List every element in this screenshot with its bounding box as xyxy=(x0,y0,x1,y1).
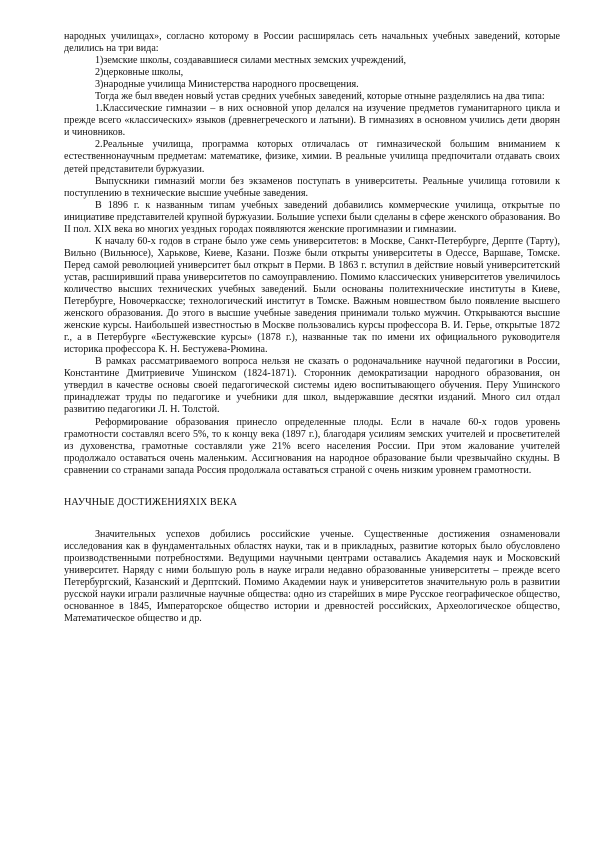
section-heading: НАУЧНЫЕ ДОСТИЖЕНИЯXIX ВЕКА xyxy=(64,496,238,508)
spacer xyxy=(64,477,560,497)
list-item-public-schools: 3)народные училища Министерства народного просвещения. xyxy=(95,79,359,91)
paragraph-continued: народных училищах», согласно которому в России расширялась сеть начальных учебных заведений, которые делились на три вида: xyxy=(64,31,560,55)
paragraph-literacy: Реформирование образования принесло определенные плоды. Если в начале 60-х годов уровень грамотности составлял всего 5%, то к концу века (1897 г.), благодаря усилиям земских учителей и просветителей из духовенства, грамотные составляли уже 21% всего населения России. При этом жалование учителей продолжало оставаться очень маленьким. Ассигнования на народное образование были чрезвычайно скудны. В сравнении со странами запада Россия продолжала оставаться страной с очень низким уровнем грамотности. xyxy=(64,416,560,476)
paragraph-universities: К началу 60-х годов в стране было уже семь университетов: в Москве, Санкт-Петербурге, Дерпте (Тарту), Вильно (Вильнюсе), Харькове, Киеве, Казани. Позже были открыты университеты в Одессе, Варшаве, Томске. Перед самой революцией университет был открыт в Перми. В 1863 г. вступил в действие новый университетский устав, расширивший права университетов по самоуправлению. Помимо классических университетов увеличилось количество высших технических учебных заведений. Были основаны политехнические институты в Киеве, Петербурге, Новочеркасске; технологический институт в Томске. Важным новшеством было появление высшего женского образования. До этого в высшие учебные заведения принимали только мужчин. Открываются высшие женские курсы. Наибольшей известностью в Москве пользовались курсы профессора В. И. Герье, открытые 1872 г., а в Петербурге «Бестужевские курсы» (1878 г.), названные так по имени их официального руководителя историка профессора К. Н. Бестужева-Рюмина. xyxy=(64,235,560,356)
paragraph-ushinsky: В рамках рассматриваемого вопроса нельзя не сказать о родоначальнике научной педагогики в России, Константине Дмитриевиче Ушинском (1824-1871). Сторонник демократизации народного образования, он утвердил в качестве основы своей педагогической системы идею воспитывающего обучения. Перу Ушинского принадлежат труды по педагогике и учебники для школ, выдержавшие десятки изданий. Много сил отдал развитию педагогики Л. Н. Толстой. xyxy=(64,356,560,416)
paragraph-real-schools: 2.Реальные училища, программа которых отличалась от гимназической большим вниманием к естественнонаучным предметам: математике, физике, химии. В реальные училища предпочитали отдавать своих детей представители буржуазии. xyxy=(64,139,560,175)
paragraph-commercial-schools: В 1896 г. к названным типам учебных заведений добавились коммерческие училища, открытые по инициативе представителей крупной буржуазии. Большие успехи были сделаны в сфере женского образования. Во II пол. XIX века во многих уездных городах появляются женские прогимназии и гимназии. xyxy=(64,199,560,235)
paragraph-new-charter: Тогда же был введен новый устав средних учебных заведений, которые отныне разделялись на два типа: xyxy=(95,91,545,103)
paragraph-graduates: Выпускники гимназий могли без экзаменов поступать в университеты. Реальные училища готовили к поступлению в технические высшие учебные заведения. xyxy=(64,175,560,199)
paragraph-classical-gymnasiums: 1.Классические гимназии – в них основной упор делался на изучение предметов гуманитарного цикла и прежде всего «классических» языков (древнегреческого и латыни). В гимназиях в основном учились дети дворян и чиновников. xyxy=(64,103,560,139)
list-item-church-schools: 2)церковные школы, xyxy=(95,67,184,79)
spacer xyxy=(64,509,560,529)
list-item-zemstvo-schools: 1)земские школы, создававшиеся силами местных земских учреждений, xyxy=(95,55,407,67)
paragraph-scientific-achievements: Значительных успехов добились российские ученые. Существенные достижения ознаменовали исследования как в фундаментальных областях науки, так и в прикладных, развитие которых было обусловлено производственными потребностями. Ведущими научными центрами оставались Академия наук и Московский университет. Наряду с ними большую роль в науке играли недавно образованные университеты – прежде всего Петербургский, Казанский и Дерптский. Помимо Академии наук и университетов значительную роль в развитии русской науки играли различные научные общества: одно из старейших в мире Русское географическое общество, основанное в 1845, Императорское общество истории и древностей российских, Археологическое общество, Математическое общество и др. xyxy=(64,528,560,625)
